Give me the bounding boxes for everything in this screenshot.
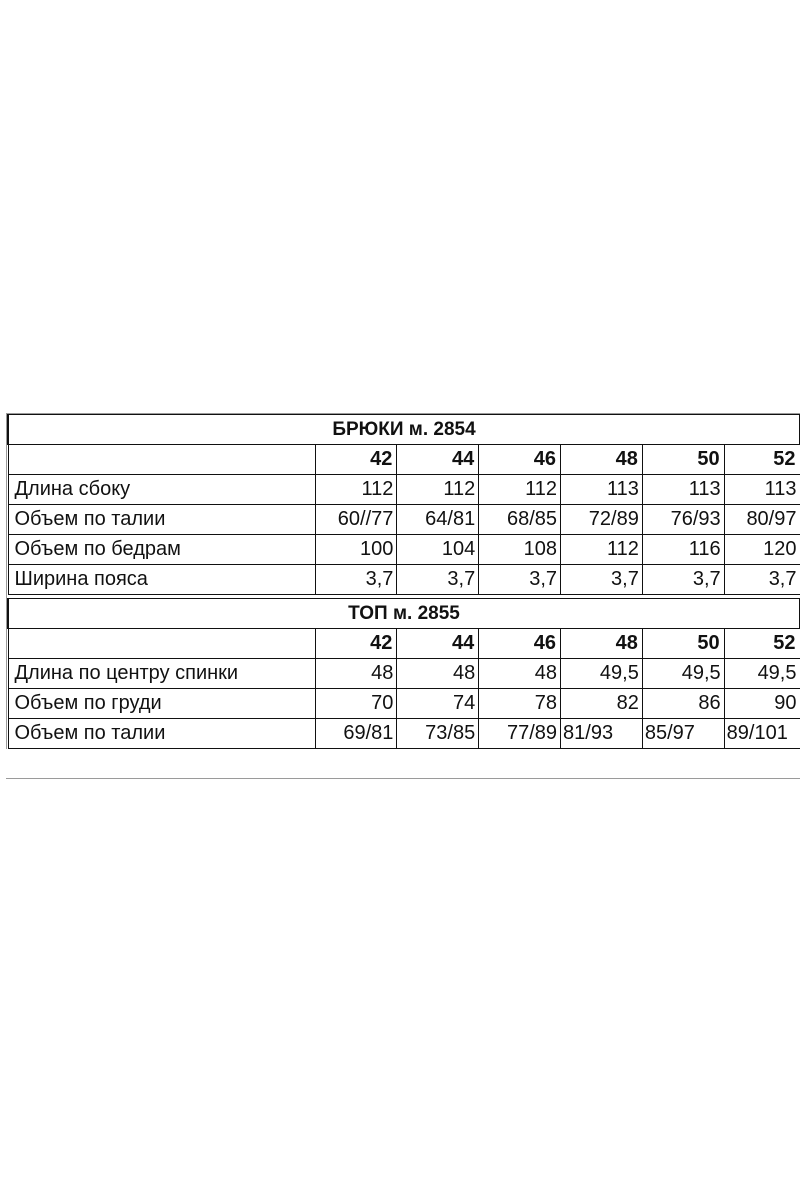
top-title-row: [8, 599, 800, 629]
cell-value: 49,5: [561, 659, 643, 689]
cell-value: 3,7: [561, 565, 643, 595]
cell-value: 108: [479, 535, 561, 565]
row-label: Объем по талии: [8, 505, 315, 535]
pants-size-header: 46: [479, 445, 561, 475]
cell-value: 69/81: [315, 719, 397, 749]
cell-value: 74: [397, 689, 479, 719]
cell-value: 76/93: [642, 505, 724, 535]
cell-value: 82: [561, 689, 643, 719]
cell-value: 116: [642, 535, 724, 565]
cell-value: 64/81: [397, 505, 479, 535]
cell-value: 68/85: [479, 505, 561, 535]
cell-value: 48: [397, 659, 479, 689]
pants-title-row: [8, 415, 800, 445]
cell-value: 113: [724, 475, 800, 505]
cell-value: 104: [397, 535, 479, 565]
top-size-header: 46: [479, 629, 561, 659]
pants-size-header: 52: [724, 445, 800, 475]
cell-value: 49,5: [642, 659, 724, 689]
cell-value: 86: [642, 689, 724, 719]
top-header-blank: [8, 629, 315, 659]
cell-value: 73/85: [397, 719, 479, 749]
cell-value: 72/89: [561, 505, 643, 535]
pants-title: БРЮКИ м. 2854: [8, 415, 800, 445]
top-size-header: 52: [724, 629, 800, 659]
cell-value: 100: [315, 535, 397, 565]
cell-value: 112: [315, 475, 397, 505]
cell-value: 3,7: [642, 565, 724, 595]
cell-value: 85/97: [642, 719, 724, 749]
pants-row-hips: [8, 535, 800, 565]
cell-value: 112: [397, 475, 479, 505]
pants-size-header: 44: [397, 445, 479, 475]
pants-row-waist: [8, 505, 800, 535]
cell-value: 77/89: [479, 719, 561, 749]
cell-value: 3,7: [724, 565, 800, 595]
cell-value: 81/93: [561, 719, 643, 749]
cell-value: 70: [315, 689, 397, 719]
sheet-bottom-gridline: [6, 778, 800, 779]
cell-value: 90: [724, 689, 800, 719]
cell-value: 78: [479, 689, 561, 719]
top-size-header: 48: [561, 629, 643, 659]
cell-value: 3,7: [479, 565, 561, 595]
row-label: Длина по центру спинки: [8, 659, 315, 689]
top-row-chest: [8, 689, 800, 719]
pants-row-belt-width: [8, 565, 800, 595]
cell-value: 113: [642, 475, 724, 505]
cell-value: 112: [561, 535, 643, 565]
top-title: ТОП м. 2855: [8, 599, 800, 629]
pants-size-header: 50: [642, 445, 724, 475]
size-chart-table: [7, 414, 800, 749]
row-label: Ширина пояса: [8, 565, 315, 595]
cell-value: 49,5: [724, 659, 800, 689]
cell-value: 3,7: [315, 565, 397, 595]
cell-value: 60//77: [315, 505, 397, 535]
cell-value: 48: [479, 659, 561, 689]
top-row-back-length: [8, 659, 800, 689]
cell-value: 113: [561, 475, 643, 505]
top-size-header: 44: [397, 629, 479, 659]
pants-header-blank: [8, 445, 315, 475]
row-label: Объем по бедрам: [8, 535, 315, 565]
top-size-header-row: [8, 629, 800, 659]
size-chart-sheet: [6, 413, 800, 749]
row-label: Объем по талии: [8, 719, 315, 749]
cell-value: 112: [479, 475, 561, 505]
row-label: Длина сбоку: [8, 475, 315, 505]
cell-value: 89/101: [724, 719, 800, 749]
row-label: Объем по груди: [8, 689, 315, 719]
pants-row-side-length: [8, 475, 800, 505]
cell-value: 3,7: [397, 565, 479, 595]
pants-size-header: 48: [561, 445, 643, 475]
top-size-header: 50: [642, 629, 724, 659]
pants-size-header-row: [8, 445, 800, 475]
cell-value: 80/97: [724, 505, 800, 535]
cell-value: 48: [315, 659, 397, 689]
cell-value: 120: [724, 535, 800, 565]
pants-size-header: 42: [315, 445, 397, 475]
top-size-header: 42: [315, 629, 397, 659]
top-row-waist: [8, 719, 800, 749]
